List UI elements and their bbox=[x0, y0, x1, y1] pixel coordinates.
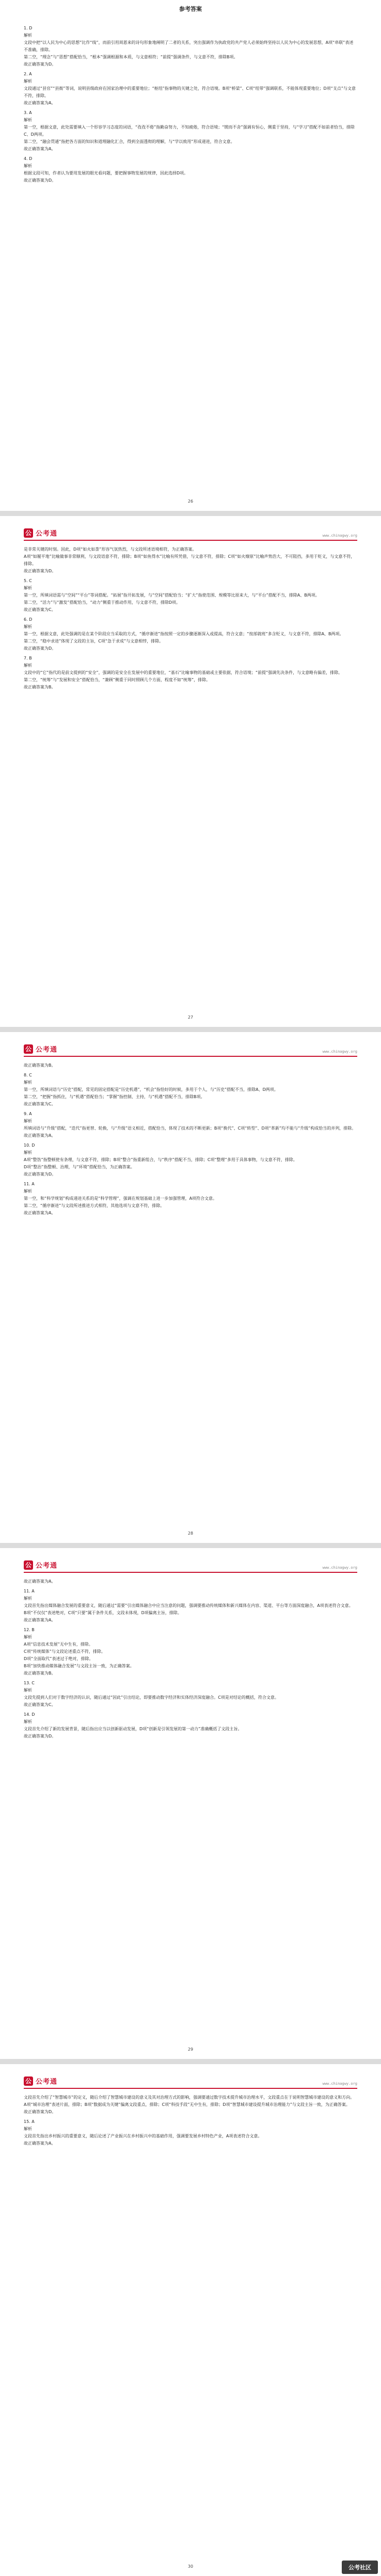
body-line: 6. D bbox=[24, 617, 33, 622]
body-line: D项“全面取代”表述过于绝对，排除。 bbox=[24, 1656, 93, 1661]
body-line: 故正确答案为B。 bbox=[24, 1671, 56, 1676]
brand-logo bbox=[24, 1560, 57, 1570]
body-line: 文段首先介绍了“智慧城市”的定义，随后介绍了智慧城市建设的意义及其对治理方式的影响，强调要通过数字技术提升城市治理水平，文段重点在于说明智慧城市建设的意义和方向。 bbox=[24, 2095, 355, 2100]
body-line: A项“整饬”指整顿使有条理，与文意不符，排除；B项“整合”指重新组合，与“秩序”搭配不当，排除；C项“整理”多用于具体事物，与文意不符，排除。 bbox=[24, 1157, 297, 1162]
brand-logo-icon: 公 bbox=[24, 1044, 33, 1054]
body-line: 解析 bbox=[24, 164, 32, 168]
brand-name: 公考通 bbox=[36, 2078, 58, 2086]
body-line: 故正确答案为A。 bbox=[24, 1618, 56, 1622]
document-page-1 bbox=[0, 0, 381, 511]
body-line: 故正确答案为A。 bbox=[24, 1211, 56, 1215]
brand-logo bbox=[24, 528, 57, 538]
body-line: 故正确答案为D。 bbox=[24, 62, 56, 67]
document-page-5 bbox=[0, 2064, 381, 2576]
body-line: 10. D bbox=[24, 1143, 35, 1148]
body-line: 解析 bbox=[24, 1150, 32, 1155]
body-line: 文段首先指出乡村振兴的重要意义，随后论述了产业振兴在乡村振兴中的基础作用，强调要发展乡村特色产业，A项表述符合文意。 bbox=[24, 2134, 262, 2138]
body-line: 13. C bbox=[24, 1681, 35, 1685]
brand-logo bbox=[24, 2076, 57, 2086]
body-line: 第一空，和“科学规划”构成递进关系的是“科学管理”，强调在规划基础上进一步加强管理，A项符合文意。 bbox=[24, 1196, 217, 1201]
body-line: 故正确答案为A。 bbox=[24, 1133, 56, 1138]
body-line: 故正确答案为A。 bbox=[24, 2141, 56, 2146]
body-line: 文段首先指出媒体融合发展的重要意义，随后通过“需要”引出媒体融合中应当注意的问题，强调要推动传统媒体和新兴媒体在内容、渠道、平台等方面深度融合，A项表述符合文意。 bbox=[24, 1603, 353, 1608]
body-line: 解析 bbox=[24, 1719, 32, 1724]
body-line: 故正确答案为C。 bbox=[24, 607, 56, 612]
body-line: 故正确答案为D。 bbox=[24, 2110, 56, 2114]
body-line: B项“加快推动媒体融合发展”与文段主旨一致，为正确答案。 bbox=[24, 1664, 134, 1668]
body-line: 文段中把“以人民为中心的思想”比作“线”，而前引用周恩来的诗句形象地阐明了二者的关系，突出强调作为执政党的共产党人必须始终坚持以人民为中心的发展思想，A项“串联”表述不准确，排除。 bbox=[24, 40, 354, 52]
page-header bbox=[24, 1032, 357, 1057]
body-line: 第二空，“统筹”与“发展和安全”搭配恰当，“兼顾”侧重于同时照顾几个方面，程度不如“统筹”，排除。 bbox=[24, 678, 211, 682]
body-line: A项“城市治理”表述片面，排除；B项“数据成为关键”偏离文段重点，排除；C项“科技手段”无中生有，排除；D项“智慧城市建设提升城市治理能力”与文段主旨一致，为正确答案。 bbox=[24, 2102, 350, 2107]
body-line: 2. A bbox=[24, 72, 32, 76]
body-line: 解析 bbox=[24, 33, 32, 38]
page-header bbox=[24, 2064, 357, 2089]
body-line: 4. D bbox=[24, 156, 33, 161]
body-line: 解析 bbox=[24, 663, 32, 668]
body-line: C项“传统媒体”与文段论述重点不符，排除。 bbox=[24, 1649, 105, 1654]
brand-name: 公考通 bbox=[36, 1562, 58, 1570]
body-line: B项“不仅仅”表述绝对，C项“只要”属于条件关系，文段未体现，D项偏离主旨，排除。 bbox=[24, 1611, 182, 1615]
body-line: 解析 bbox=[24, 624, 32, 629]
page-body bbox=[24, 546, 357, 691]
body-line: 故正确答案为D。 bbox=[24, 646, 56, 651]
page-number: 29 bbox=[187, 2047, 194, 2052]
body-line: 第二空，“循序渐进”与文段所述推进方式相符，其他选项与文意不符，排除。 bbox=[24, 1203, 165, 1208]
site-url: www.chinagwy.org bbox=[322, 1566, 357, 1570]
body-line: 11. A bbox=[24, 1182, 35, 1186]
page-body bbox=[24, 2094, 357, 2147]
brand-name: 公考通 bbox=[36, 1046, 58, 1054]
body-line: 故正确答案为D。 bbox=[24, 569, 56, 573]
page-number: 26 bbox=[187, 499, 194, 504]
body-line: 第二空，“理念”与“思想”搭配恰当，“根本”强调根源和本质，与文意相符；“前提”强调条件，与文意不符，排除B项。 bbox=[24, 55, 238, 59]
body-line: 解析 bbox=[24, 2127, 32, 2131]
brand-name: 公考通 bbox=[36, 530, 58, 538]
body-line: 故正确答案为A。 bbox=[24, 1579, 56, 1584]
brand-logo-icon: 公 bbox=[24, 1560, 33, 1570]
body-line: 11. A bbox=[24, 1589, 35, 1593]
document-page-2 bbox=[0, 516, 381, 1027]
body-line: A项“信息技术发展”无中生有，排除。 bbox=[24, 1642, 93, 1647]
body-line: 解析 bbox=[24, 79, 32, 84]
body-line: 故正确答案为B。 bbox=[24, 1063, 56, 1068]
page-number: 27 bbox=[187, 1015, 194, 1020]
body-line: 故正确答案为D。 bbox=[24, 178, 56, 183]
brand-logo-icon: 公 bbox=[24, 528, 33, 538]
body-line: 第二空，“活力”与“激发”搭配恰当，“动力”侧重于推动作用，与文意不符，排除D项。 bbox=[24, 600, 181, 605]
body-line: 故正确答案为C。 bbox=[24, 1102, 56, 1106]
body-line: D项“整治”指整顿、治理，与“环境”搭配恰当，为正确答案。 bbox=[24, 1165, 135, 1169]
site-url: www.chinagwy.org bbox=[322, 1050, 357, 1054]
body-line: 解析 bbox=[24, 118, 32, 122]
page-body bbox=[24, 1578, 357, 1740]
page-number: 28 bbox=[187, 1531, 194, 1536]
body-line: 故正确答案为C。 bbox=[24, 1702, 56, 1707]
body-line: 解析 bbox=[24, 1080, 32, 1085]
body-line: 解析 bbox=[24, 1596, 32, 1601]
body-line: 第一空，所填词语与“历史”搭配，常见的固定搭配是“历史机遇”，“机会”指恰好的时候，多用于个人，与“历史”搭配不当，排除A、D两项。 bbox=[24, 1087, 278, 1092]
body-line: 第二空，“融会贯通”指把各方面的知识和道理融化汇合，得到全面透彻的理解，与“学以致用”形成递进，符合文意。 bbox=[24, 139, 235, 144]
brand-logo-icon: 公 bbox=[24, 2076, 33, 2086]
body-line: 文段首先介绍了新的发展背景，随后指出应当以创新驱动发展，D项“创新是引领发展的第一动力”准确概括了文段主旨。 bbox=[24, 1727, 242, 1731]
body-line: 14. D bbox=[24, 1712, 35, 1717]
brand-logo bbox=[24, 1044, 57, 1054]
body-line: 所填词语与“升级”搭配，“迭代”指更替、轮换，与“升级”语义相近，搭配恰当，体现了技术的不断更新；B项“换代”、C项“转型”、D项“革新”均不能与“升级”构成恰当的并列，排除。 bbox=[24, 1126, 356, 1131]
body-line: 15. A bbox=[24, 2119, 35, 2124]
body-line: 第二空，“稳中求进”体现了文段的主旨，C项“急于求成”与文意相悖，排除。 bbox=[24, 639, 164, 643]
body-line: 文段先提到人们对于数字经济的认识，随后通过“因此”引出结论，即要推动数字经济和实体经济深度融合。C项是对结论的概括，符合文意。 bbox=[24, 1695, 279, 1700]
page-number: 30 bbox=[187, 2564, 194, 2569]
page-header bbox=[24, 516, 357, 541]
body-line: 12. B bbox=[24, 1628, 35, 1632]
body-line: 故正确答案为A。 bbox=[24, 101, 56, 105]
site-url: www.chinagwy.org bbox=[322, 534, 357, 538]
body-line: 解析 bbox=[24, 1189, 32, 1194]
body-line: 1. D bbox=[24, 26, 33, 30]
body-line: 解析 bbox=[24, 1119, 32, 1123]
body-line: 解析 bbox=[24, 1635, 32, 1639]
body-line: 文段通过“县官”“县衙”等词，说明县级政府在国家治理中的重要地位；“枢纽”指事物的关键之处，符合语境。B项“桥梁”、C项“纽带”强调联系，不能体现重要地位；D项“支点”与文意不符，排除。 bbox=[24, 86, 356, 98]
document-page-3 bbox=[0, 1032, 381, 1543]
body-line: 解析 bbox=[24, 586, 32, 590]
page-header bbox=[24, 0, 357, 20]
body-line: 故正确答案为D。 bbox=[24, 1172, 56, 1177]
watermark-logo: 公考社区 bbox=[342, 2561, 378, 2574]
body-line: 第一空，根据文意，此处需要填入一个形容学习态度的词语，“孜孜不倦”指勤奋努力，不知疲倦，符合语境；“锲而不舍”强调有恒心，侧重于坚持，与“学习”搭配不如前者恰当，排除C、D两项。 bbox=[24, 125, 355, 137]
body-line: 故正确答案为B。 bbox=[24, 685, 56, 689]
body-line: 5. C bbox=[24, 578, 32, 583]
page-header bbox=[24, 1548, 357, 1573]
body-line: 第二空，“把握”指抓住，与“机遇”搭配恰当；“掌握”指控制、主持，与“机遇”搭配不当，排除B项。 bbox=[24, 1094, 205, 1099]
body-line: 文段中的“它”指代的是前文提到的“安全”，强调的是安全在发展中的重要地位，“基石”比喻事物的基础或主要依据，符合语境；“前提”强调先决条件，与文意略有偏差，排除。 bbox=[24, 670, 343, 675]
page-body bbox=[24, 25, 357, 184]
body-line: 第一空，所填词语需与“空间”“平台”等词搭配。“拓展”指开拓发展，与“空间”搭配恰当；“扩大”指使范围、规模等比原来大，与“平台”搭配不当，排除A、B两项。 bbox=[24, 593, 320, 598]
document-page-4 bbox=[0, 1548, 381, 2059]
body-line: 故正确答案为A。 bbox=[24, 147, 56, 151]
body-line: 7. B bbox=[24, 656, 32, 661]
body-line: 第一空，根据文意，此处强调的是在某个阶段应当采取的方式，“循序渐进”指按照一定的步骤逐渐深入或提高，符合文意；“按部就班”多含贬义，与文意不符，排除A、B两项。 bbox=[24, 632, 344, 636]
body-line: 根据文段可知，作者认为要用发展的眼光看问题，要把握事物发展的规律，因此选择D项。 bbox=[24, 171, 188, 175]
body-line: 9. A bbox=[24, 1112, 32, 1116]
page-body bbox=[24, 1062, 357, 1217]
body-line: 是非常关键的时刻。因此，D项“如火如荼”形容气氛热烈，与文段所述语境相符，为正确答案。 bbox=[24, 547, 197, 552]
body-line: A项“如履平地”比喻做事非常顺利，与文段语意不符，排除；B项“如鱼得水”比喻有所凭借，与文意不符，排除；C项“如火燎原”比喻声势浩大，不可阻挡，多用于贬义，与文意不符，排除。 bbox=[24, 554, 355, 566]
body-line: 故正确答案为D。 bbox=[24, 1734, 56, 1738]
body-line: 3. A bbox=[24, 110, 32, 115]
site-url: www.chinagwy.org bbox=[322, 2082, 357, 2086]
body-line: 8. C bbox=[24, 1073, 32, 1077]
body-line: 解析 bbox=[24, 1688, 32, 1693]
answer-section-title: 参考答案 bbox=[179, 6, 202, 12]
